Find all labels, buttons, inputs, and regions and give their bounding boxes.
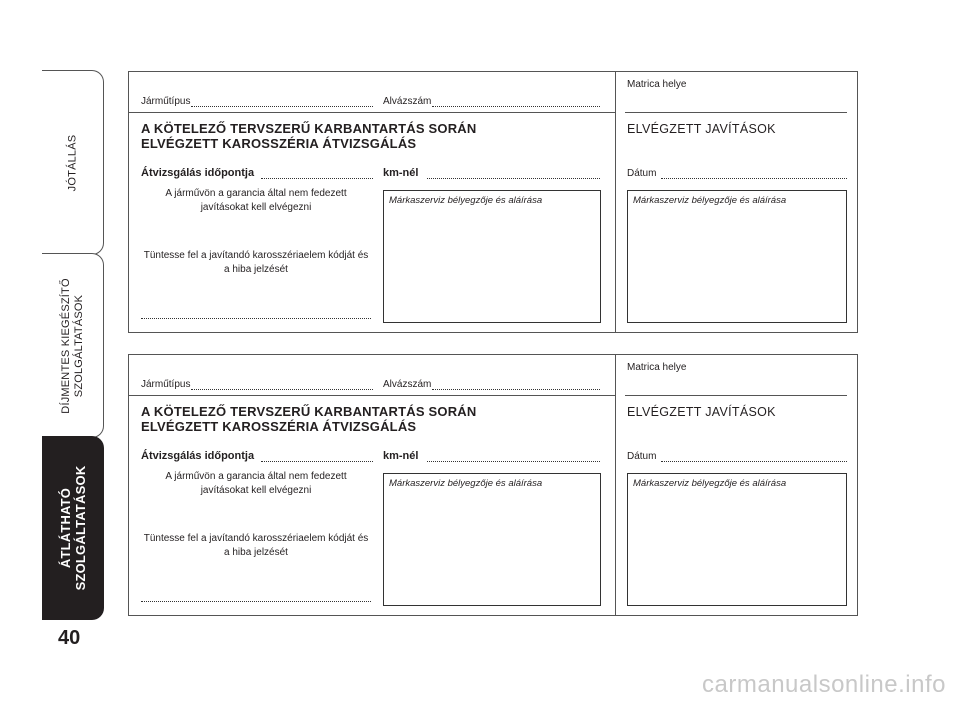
km-label: km-nél (383, 450, 419, 462)
sticker-label: Matrica helye (627, 79, 687, 90)
repairs-stamp-label: Márkaszerviz bélyegzője és aláírása (633, 195, 787, 206)
tab-transparent-services-label-line1: ÁTLÁTHATÓ (57, 487, 73, 569)
inspection-date-field[interactable] (261, 178, 373, 179)
tab-transparent-services-label-line2: SZOLGÁLTATÁSOK (72, 465, 88, 591)
date-field[interactable] (661, 178, 847, 179)
tab-transparent-services-label (58, 466, 88, 591)
km-field[interactable] (427, 178, 600, 179)
note-warranty: A járművön a garancia által nem fedezett javításokat kell elvégezni (165, 188, 347, 213)
repairs-stamp-box[interactable] (627, 190, 847, 323)
form-title (141, 404, 476, 434)
stamp-label: Márkaszerviz bélyegzője és aláírása (389, 195, 543, 206)
date-field[interactable] (661, 461, 847, 462)
date-label: Dátum (627, 451, 657, 462)
inspection-form-1 (128, 71, 858, 333)
form-title (141, 121, 476, 151)
sticker-area-line (625, 112, 847, 113)
chassis-field[interactable] (432, 106, 600, 107)
chassis-label: Alvázszám (383, 379, 432, 390)
tab-transparent-services (42, 436, 104, 620)
repairs-title: ELVÉGZETT JAVÍTÁSOK (627, 405, 776, 419)
stamp-box[interactable] (383, 190, 601, 323)
inspection-form-2 (128, 354, 858, 616)
tab-warranty (42, 70, 104, 255)
chassis-field[interactable] (432, 389, 600, 390)
stamp-label: Márkaszerviz bélyegzője és aláírása (389, 478, 543, 489)
vehicle-type-label: Járműtípus (141, 379, 191, 390)
vehicle-type-field[interactable] (191, 389, 373, 390)
form-header-line (129, 395, 615, 396)
note-warranty: A járművön a garancia által nem fedezett javításokat kell elvégezni (165, 471, 347, 496)
form-title-line2: ELVÉGZETT KAROSSZÉRIA ÁTVIZSGÁLÁS (141, 419, 417, 434)
chassis-label: Alvázszám (383, 96, 432, 107)
km-field[interactable] (427, 461, 600, 462)
tab-warranty-label: JÓTÁLLÁS (66, 134, 78, 191)
defect-field[interactable] (141, 601, 371, 602)
form-divider (615, 72, 616, 332)
form-title-line1: A KÖTELEZŐ TERVSZERŰ KARBANTARTÁS SORÁN (141, 404, 477, 419)
stamp-box[interactable] (383, 473, 601, 606)
repairs-title: ELVÉGZETT JAVÍTÁSOK (627, 122, 776, 136)
tab-free-services-label-line2: SZOLGÁLTATÁSOK (72, 294, 85, 397)
form-header-line (129, 112, 615, 113)
vehicle-type-label: Járműtípus (141, 96, 191, 107)
page-number: 40 (58, 627, 81, 649)
note-body-element: Tüntesse fel a javítandó karosszériaelem kódját és a hiba jelzését (143, 250, 369, 275)
form-title-line2: ELVÉGZETT KAROSSZÉRIA ÁTVIZSGÁLÁS (141, 136, 417, 151)
repairs-stamp-box[interactable] (627, 473, 847, 606)
vehicle-type-field[interactable] (191, 106, 373, 107)
form-divider (615, 355, 616, 615)
date-label: Dátum (627, 168, 657, 179)
inspection-date-field[interactable] (261, 461, 373, 462)
form-title-line1: A KÖTELEZŐ TERVSZERŰ KARBANTARTÁS SORÁN (141, 121, 477, 136)
note-body-element: Tüntesse fel a javítandó karosszériaelem kódját és a hiba jelzését (143, 533, 369, 558)
tab-free-services-label (60, 278, 86, 413)
watermark: carmanualsonline.info (702, 671, 946, 698)
defect-field[interactable] (141, 318, 371, 319)
tab-free-services-label-line1: DÍJMENTES KIEGÉSZÍTŐ (59, 277, 72, 414)
km-label: km-nél (383, 167, 419, 179)
tab-free-services (42, 253, 104, 438)
inspection-date-label: Átvizsgálás időpontja (141, 167, 255, 179)
sticker-area-line (625, 395, 847, 396)
sticker-label: Matrica helye (627, 362, 687, 373)
inspection-date-label: Átvizsgálás időpontja (141, 450, 255, 462)
repairs-stamp-label: Márkaszerviz bélyegzője és aláírása (633, 478, 787, 489)
